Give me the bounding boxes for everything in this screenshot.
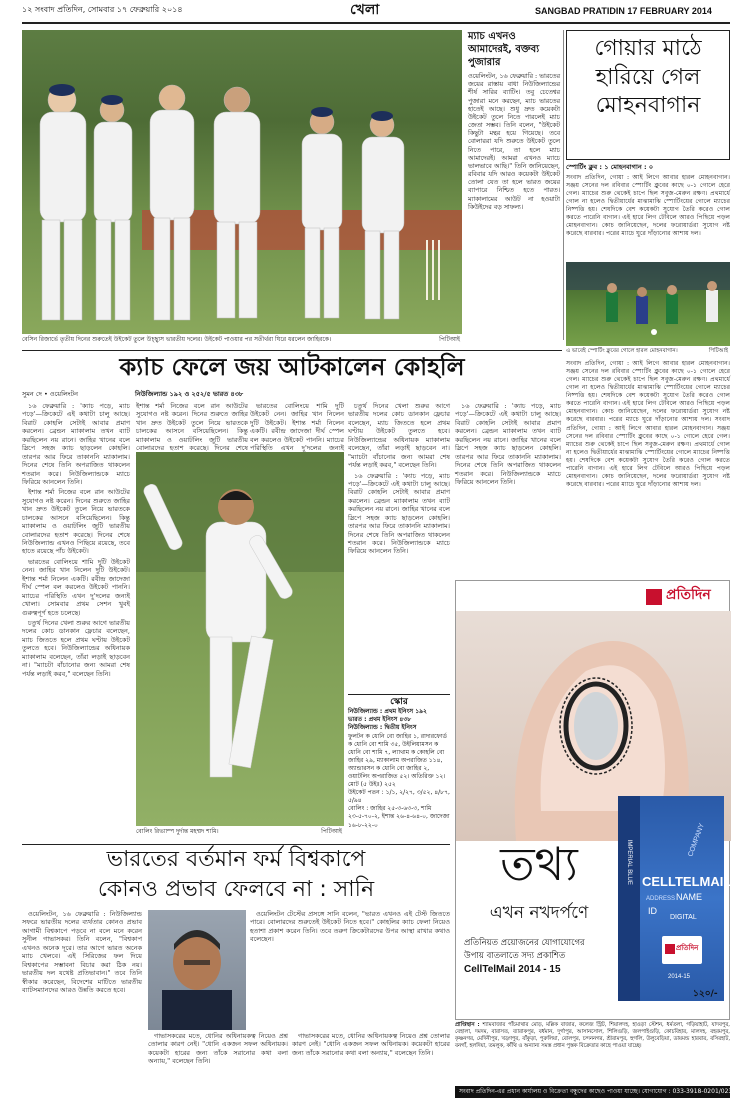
kohli-col1 (22, 402, 130, 842)
kohli-byline: সুমন দে • ওয়েলিংটন (22, 390, 79, 398)
kohli-col3-text: ভারতের বোলিংয়ে শামি দুটি উইকেট নেন। জাহির খান নিলেন দুটি উইকেট। ইশান্ত শর্মা নিলেন একটি। রবীন্দ্র জাদেজা দীর্ঘ স্পেল বল করলেও উইকেট পাননি। ম্যাচের পরিস্থিতি এখন দু'দলের জন্যই (250, 402, 344, 453)
football-credit: পিটিআই (708, 348, 728, 354)
photo1-caption (22, 336, 462, 346)
kohli-col2 (136, 402, 248, 453)
sunny-body3: ওয়েলিংটন টেস্টের প্রসঙ্গে সানি বলেন, "ভারত এখনও এই টেস্ট জিততে পারে। বোলারদের শুরুতেই উইকেট নিতে হবে।" কোহলির ক্যাচ ফেলা নিয়েও হতাশা প্রকাশ করেন তিনি। তবে তরুণ ক্রিকেটারদের উপর আস্থা রাখার কথাও বলেছেন। (250, 910, 450, 944)
ad-price: ১২০/- (693, 989, 718, 999)
ad-brand-logo (646, 587, 726, 607)
book-logo (662, 936, 702, 964)
gavaskar-photo (148, 910, 246, 1030)
score-line-4: ফুলটন ক ধোনি বো জাহির ১, রাদারফোর্ড ক ধোনি বো শামি ৩৫, উইলিয়ামসন ক ধোনি বো শামি ৭, ল্যাথাম ক কোহলি বো জাহির ২৯, ম্যাকালাম অপরাজিত ১১৪, অ্যান্ডারসন ক ধোনি বো জাহির ২, ওয়াটলিং অপরাজিত ৫২। অতিরিক্ত ১২। মোট (৫ উইঃ) ২৫২ (348, 732, 447, 789)
shami-photo (136, 452, 344, 826)
kohli-body3: ভারতের বোলিংয়ে শামি দুটি উইকেট নেন। জাহির খান নিলেন দুটি উইকেট। ইশান্ত শর্মা নিলেন একটি। রবীন্দ্র জাদেজা দীর্ঘ স্পেল বল করলেও উইকেট পাননি। ম্যাচের পরিস্থিতি এখন দু'দলের জন্যই খোলা। সোমবার প্রথম সেশন খুবই গুরুত্বপূর্ণ হতে চলেছে। (22, 557, 130, 617)
ad-logo-mark (646, 589, 662, 605)
book-cover (640, 796, 732, 1001)
photo2-caption (136, 828, 344, 838)
ad-title: তথ্য (500, 837, 578, 891)
bowler-silhouette (136, 452, 344, 826)
directory-book-image (618, 796, 732, 1006)
header-date-bengali: ১২ সংবাদ প্রতিদিন, সোমবার ১৭ ফেব্রুয়ারি ২০১৪ (22, 5, 183, 14)
column-divider (563, 30, 564, 340)
book-logo-mark (665, 944, 675, 954)
scorecard-box (348, 694, 450, 842)
kohli-col2-text: ইশান্ত শর্মা নিজের বলে রান আউটের সুযোগও নষ্ট করেন। দিনের শুরুতে জাহির খান দ্রুত উইকেট তুলে নিয়ে ভারতকে চালকের আসনে বসিয়েছিলেন। কিন্তু ম্যাকালাম ও ওয়াটলিং জুটি ভারতীয় বোলারদের হতাশ করেছে। দিনের শেষে (136, 402, 248, 453)
score-line-1: নিউজিল্যান্ড : প্রথম ইনিংস ১৯২ (348, 708, 427, 716)
kohli-col4-text: চতুর্থ দিনের খেলা শুরুর আগে ভারতীয় দলের কোচ ডানকান ফ্লেচার বলেছেন, ম্যাচ জিততে হলে প্রথম ঘণ্টায় উইকেট তুলতে হবে। নিউজিল্যান্ডের অধিনায়ক ম্যাকালাম বলেছেন, তাঁরা লড়াই ছাড়বেন না। "ম্যাচটা বাঁচানোর জন্য আমরা শেষ পর্যন্ত লড়াই করব," বলেছেন তিনি। (348, 402, 450, 470)
football-caption-text: এ ভাবেই স্পোর্টিং ক্লুবের গোলে হারল মোহনবাগান। (566, 348, 678, 354)
sunny-headline-1: ভারতের বর্তমান ফর্ম বিশ্বকাপে (106, 847, 366, 872)
book-line-name: NAME (676, 892, 703, 902)
score-line-6: বোলিং : জাহির ২৫-৩-৬৩-৩, শামি ২৩-৫-৭০-২, ইশান্ত ২৬-৪-৬৪-০, জাদেজা ১৬-৮-২২-০ (348, 805, 450, 829)
photo2-credit: পিটিআই (321, 828, 342, 835)
header-rule (22, 22, 730, 24)
book-year: 2014-15 (668, 974, 691, 980)
book-spine (618, 796, 640, 1001)
players-silhouettes (22, 30, 462, 334)
kohli-col5 (455, 402, 561, 574)
pujara-headline: ম্যাচ এখনও আমাদেরই, বক্তব্য পুজারার (468, 31, 540, 68)
mohunbagan-headline-box (566, 30, 730, 160)
football-players (566, 262, 730, 346)
mohunbagan-scoreline: স্পোর্টিং ক্লুব : ১ মোহনবাগান : ০ (566, 163, 654, 171)
book-cover-title: CELLTELMAIL (642, 874, 732, 889)
ad-line1: প্রতিনিয়ত প্রয়োজনের যোগাযোগের (464, 938, 585, 948)
stockists-text: শ্যামবাজার পাঁচমাথার মোড়, মল্লিক বাজার, কলেজ স্ট্রিট, শিয়ালদহ, হাওড়া স্টেশন, ধর্মতলা, গড়িয়াহাট, যাদবপুর, বেহালা, দমদম, বারাসত, ব্যারাকপুর, বর্ধমান, দুর্গাপুর, আসানসোল, শিলিগুড়ি, জলপাইগুড়ি, কোচবিহার, মালদহ, বহরমপুর, কৃষ্ণনগর, মেদিনীপুর, খড়্গপুর, বাঁকুড়া, পুরুলিয়া, বোলপুর, চন্দননগর, শ্রীরামপুর, হুগলি, উলুবেড়িয়া, ডায়মন্ড হারবার, বসিরহাট, বনগাঁ, হলদিয়া, তমলুক, কাঁথি ও অন্যান্য সমস্ত প্রধান পুস্তক বিক্রেতার কাছে পাওয়া যাচ্ছে। (455, 1022, 730, 1049)
kohli-body2: ইশান্ত শর্মা নিজের বলে রান আউটের সুযোগও নষ্ট করেন। দিনের শুরুতে জাহির খান দ্রুত উইকেট তুলে নিয়ে ভারতকে চালকের আসনে বসিয়েছিলেন। কিন্তু ম্যাকালাম ও ওয়াটলিং জুটি ভারতীয় বোলারদের হতাশ করেছে। দিনের শেষে নিউজিল্যান্ড এখনও পিছিয়ে রয়েছে, তবে হাতে রয়েছে পাঁচ উইকেট। (22, 488, 130, 556)
photo1-caption-text: বেসিন রিজার্ভে তৃতীয় দিনের শুরুতেই উইকেট তুলে উচ্ছ্বাস ভারতীয় দলের। উইকেট পাওয়ার পর সতীর্থরা ঘিরে ধরলেন জাহিরকে। (22, 336, 332, 343)
stockists-box (455, 1022, 730, 1084)
score-line-3: নিউজিল্যান্ড : দ্বিতীয় ইনিংস (348, 724, 417, 732)
ad-brand-text: প্রতিদিন (666, 587, 711, 603)
kohli-scoreline: নিউজিল্যান্ড ১৯২ ও ২৫২/৫ ভারত ৪৩৮ (135, 390, 244, 398)
book-logo-text: প্রতিদিন (676, 944, 699, 952)
score-line-5: উইকেট পতন : ১/১, ২/২৭, ৩/৫২, ৪/৮৭, ৫/৯৪ (348, 789, 450, 805)
sunny-col3 (292, 1032, 450, 1092)
kohli-body1: ১৬ ফেব্রুয়ারি : 'ক্যাচ পড়ে, ম্যাচ পড়ে'—ক্রিকেটে এই কথাটা চালু আছে। বিরাট কোহলি সেটাই আবার প্রমাণ করলেন। ব্রেন্ডন ম্যাকালাম তখন ব্যাট করছিলেন নয় রানে। জাহির খানের বলে স্লিপে সহজ ক্যাচ ছাড়লেন কোহলি। তারপর আর ফিরে তাকাননি ম্যাকালাম। দিনের শেষে তিনি অপরাজিত থাকলেন শতরান করে। নিউজিল্যান্ডকে ম্যাচে ফিরিয়ে আনলেন তিনি। (22, 402, 130, 486)
sunny-col1 (22, 910, 142, 1092)
sunny-top-rule (22, 844, 450, 845)
photo1-credit: পিটিআই (439, 336, 460, 343)
book-line-id: ID (648, 906, 657, 916)
book-company: COMPANY (687, 822, 706, 858)
mohunbagan-body-text-2: সংবাদ প্রতিদিন, গোয়া : আই লিগে আবার হারল মোহনবাগান। সঞ্জয় সেনের দল রবিবার স্পোর্টিং ক্লুবের কাছে ০-১ গোলে হেরে গেল। ম্যাচের শুরু থেকেই চাপে ছিল সবুজ-মেরুন রক্ষণ। প্রথমার্ধে গোল না হলেও দ্বিতীয়ার্ধের মাঝামাঝি স্পোর্টিংয়ের গোলে ম্যাচের নিষ্পত্তি হয়। শেষদিকে বেশ কয়েকটা সুযোগ তৈরি করেও গোল করতে পারেনি বাগান। এই হারে লিগ টেবিলে আরও পিছিয়ে পড়ল মোহনবাগান। কোচ জানিয়েছেন, দলের ফরোয়ার্ডরা সুযোগ নষ্ট করেছে বারবার। পরের ম্যাচে ঘুরে দাঁড়ানোর আশায় দল। (566, 360, 730, 424)
portrait-silhouette (148, 910, 246, 1030)
cricket-celebration-photo (22, 30, 462, 334)
sunny-body2b: গাভাসকরের মতে, ধোনির অধিনায়কত্ব নিয়েও প্রশ্ন তোলার কারণ নেই। "ধোনি একজন সফল অধিনায়ক। কয়েকটা হারের জন্য তাঁকে সরানোর কথা বলা অন্যায়," বলেছেন তিনি। (292, 1032, 450, 1057)
celltelmail-ad (455, 580, 730, 1020)
pujara-article (468, 30, 560, 340)
score-line-2: ভারত : প্রথম ইনিংস ৪৩৮ (348, 716, 412, 724)
kohli-body4: চতুর্থ দিনের খেলা শুরুর আগে ভারতীয় দলের কোচ ডানকান ফ্লেচার বলেছেন, ম্যাচ জিততে হলে প্রথম ঘণ্টায় উইকেট তুলতে হবে। নিউজিল্যান্ডের অধিনায়ক ম্যাকালাম বলেছেন, তাঁরা লড়াই ছাড়বেন না। "ম্যাচটা বাঁচানোর জন্য আমরা শেষ পর্যন্ত লড়াই করব," বলেছেন তিনি। (22, 618, 130, 678)
football-photo (566, 262, 730, 346)
book-line-address: ADDRESS (646, 896, 676, 902)
kohli-top-rule (22, 350, 562, 351)
kohli-col5-text: ১৬ ফেব্রুয়ারি : 'ক্যাচ পড়ে, ম্যাচ পড়ে'—ক্রিকেটে এই কথাটা চালু আছে। বিরাট কোহলি সেটাই আবার প্রমাণ করলেন। ব্রেন্ডন ম্যাকালাম তখন ব্যাট করছিলেন নয় রানে। জাহির খানের বলে স্লিপে সহজ ক্যাচ ছাড়লেন কোহলি। তারপর আর ফিরে তাকাননি ম্যাকালাম। দিনের শেষে তিনি অপরাজিত থাকলেন শতরান করে। নিউজিল্যান্ডকে ম্যাচে ফিরিয়ে আনলেন তিনি। (455, 402, 561, 486)
sunny-body1: ওয়েলিংটন, ১৬ ফেব্রুয়ারি : নিউজিল্যান্ড সফরে ভারতীয় দলের ব্যর্থতার কোনও প্রভাব আগামী বিশ্বকাপে পড়বে না বলে মনে করেন সুনীল গাভাসকর। তিনি বলেন, "বিশ্বকাপ এখনও অনেক দূরে। তার আগে ভারত অনেক ম্যাচ খেলবে। এই সিরিজের ফল দিয়ে বিশ্বকাপের সম্ভাবনা বিচার করা ঠিক নয়। ভারতীয় দল যথেষ্ট প্রতিভাবান।" তবে তিনি স্বীকার করেছেন, বিদেশের মাটিতে ভারতীয় ব্যাটসম্যানদের আরও উন্নতি করতে হবে। (22, 910, 142, 994)
mohunbagan-headline: গোয়ার মাঠে হারিয়ে গেল মোহনবাগান (594, 36, 702, 119)
stockists-label: প্রাপ্তিস্থান : (455, 1022, 480, 1028)
sunny-col2-under (148, 1032, 288, 1092)
sunny-headline-2: কোনও প্রভাব ফেলবে না : সানি (97, 877, 375, 902)
book-line-digital: DIGITAL (670, 914, 697, 921)
header-date-english: SANGBAD PRATIDIN 17 FEBRUARY 2014 (535, 6, 712, 16)
stockists-footer: সংবাদ প্রতিদিন-এর প্রধান কার্যালয় ও বিক্রেতা বন্ধুদের কাছেও পাওয়া যাচ্ছে। যোগাযোগ : 033-3918-0201/0234 (455, 1086, 730, 1098)
kohli-headline: ক্যাচ ফেলে জয় আটকালেন কোহলি (119, 353, 465, 381)
kohli-col4-text-b: ১৬ ফেব্রুয়ারি : 'ক্যাচ পড়ে, ম্যাচ পড়ে'—ক্রিকেটে এই কথাটা চালু আছে। বিরাট কোহলি সেটাই আবার প্রমাণ করলেন। ব্রেন্ডন ম্যাকালাম তখন ব্যাট করছিলেন নয় রানে। জাহির খানের বলে স্লিপে সহজ ক্যাচ ছাড়লেন কোহলি। তারপর আর ফিরে তাকাননি ম্যাকালাম। দিনের শেষে তিনি অপরাজিত থাকলেন শতরান করে। নিউজিল্যান্ডকে ম্যাচে ফিরিয়ে আনলেন তিনি। (348, 471, 450, 556)
scorecard-title: স্কোর (390, 697, 408, 707)
pujara-body: ওয়েলিংটন, ১৬ ফেব্রুয়ারি : ভারতের জয়ের রাস্তায় বাধা নিউজিল্যান্ডের শীর্ষ সারির ব্যাটিং। তবু চেতেশ্বর পুজারা মনে করছেন, ম্যাচ ভারতের হাতেই আছে। শুধু দ্রুত কয়েকটা উইকেট তুলে নিতে পারলেই ম্যাচ জেতা সম্ভব। তিনি বলেন, "উইকেট কিছুটা মন্থর হয়ে গিয়েছে। তবে বোলাররা যদি শুরুতে উইকেট তুলে নিতে পারে, তা হলে ম্যাচ আমাদেরই। আমরা এখনও ম্যাচে ভালভাবে আছি।" তিনি জানিয়েছেন, রবিবার যদি আরও কয়েকটা উইকেট তোলা যেত তা হলে ভারত জয়ের ব্যাপারে নিশ্চিত হতে পারত। ম্যাকালামের আউট না হওয়াটা কিউইদের বড় সাফল্য। (468, 73, 560, 211)
ad-line2: উপায় বাতলাতে সদ্য প্রকাশিত (464, 951, 566, 961)
sunny-col2 (250, 910, 450, 1030)
sunny-body2: গাভাসকরের মতে, ধোনির অধিনায়কত্ব নিয়েও প্রশ্ন তোলার কারণ নেই। "ধোনি একজন সফল অধিনায়ক। কয়েকটা হারের জন্য তাঁকে সরানোর কথা বলা অন্যায়," বলেছেন তিনি। (148, 1032, 288, 1066)
page-header (0, 0, 750, 22)
book-side-text: IMPERIAL BLUE (625, 839, 632, 885)
mohunbagan-body-text: সংবাদ প্রতিদিন, গোয়া : আই লিগে আবার হারল মোহনবাগান। সঞ্জয় সেনের দল রবিবার স্পোর্টিং ক্লুবের কাছে ০-১ গোলে হেরে গেল। ম্যাচের শুরু থেকেই চাপে ছিল সবুজ-মেরুন রক্ষণ। প্রথমার্ধে গোল না হলেও দ্বিতীয়ার্ধের মাঝামাঝি স্পোর্টিংয়ের গোলে ম্যাচের নিষ্পত্তি হয়। শেষদিকে বেশ কয়েকটা সুযোগ তৈরি করেও গোল করতে পারেনি বাগান। এই হারে লিগ টেবিলে আরও পিছিয়ে পড়ল মোহনবাগান। কোচ জানিয়েছেন, দলের ফরোয়ার্ডরা সুযোগ নষ্ট করেছে বারবার। পরের ম্যাচে ঘুরে দাঁড়ানোর আশায় দল। (566, 174, 730, 238)
section-title: খেলা (350, 2, 380, 18)
mohunbagan-body-text-3: সংবাদ প্রতিদিন, গোয়া : আই লিগে আবার হারল মোহনবাগান। সঞ্জয় সেনের দল রবিবার স্পোর্টিং ক্লুবের কাছে ০-১ গোলে হেরে গেল। ম্যাচের শুরু থেকেই চাপে ছিল সবুজ-মেরুন রক্ষণ। প্রথমার্ধে গোল না হলেও দ্বিতীয়ার্ধের মাঝামাঝি স্পোর্টিংয়ের গোলে ম্যাচের নিষ্পত্তি হয়। শেষদিকে বেশ কয়েকটা সুযোগ তৈরি করেও গোল করতে পারেনি বাগান। এই হারে লিগ টেবিলে আরও পিছিয়ে পড়ল মোহনবাগান। কোচ জানিয়েছেন, দলের ফরোয়ার্ডরা সুযোগ নষ্ট করেছে বারবার। পরের ম্যাচে ঘুরে দাঁড়ানোর আশায় দল। (566, 416, 730, 488)
ad-product: CellTelMail 2014 - 15 (464, 964, 561, 975)
football-caption (566, 348, 730, 358)
mohunbagan-body-continued (566, 360, 730, 615)
photo2-caption-text: বোলিং রিভ্যাম্প দুর্দান্ত মহম্মদ শামি। (136, 828, 219, 835)
mohunbagan-body (566, 174, 730, 260)
ad-subtitle: এখন নখদর্পণে (489, 903, 589, 923)
